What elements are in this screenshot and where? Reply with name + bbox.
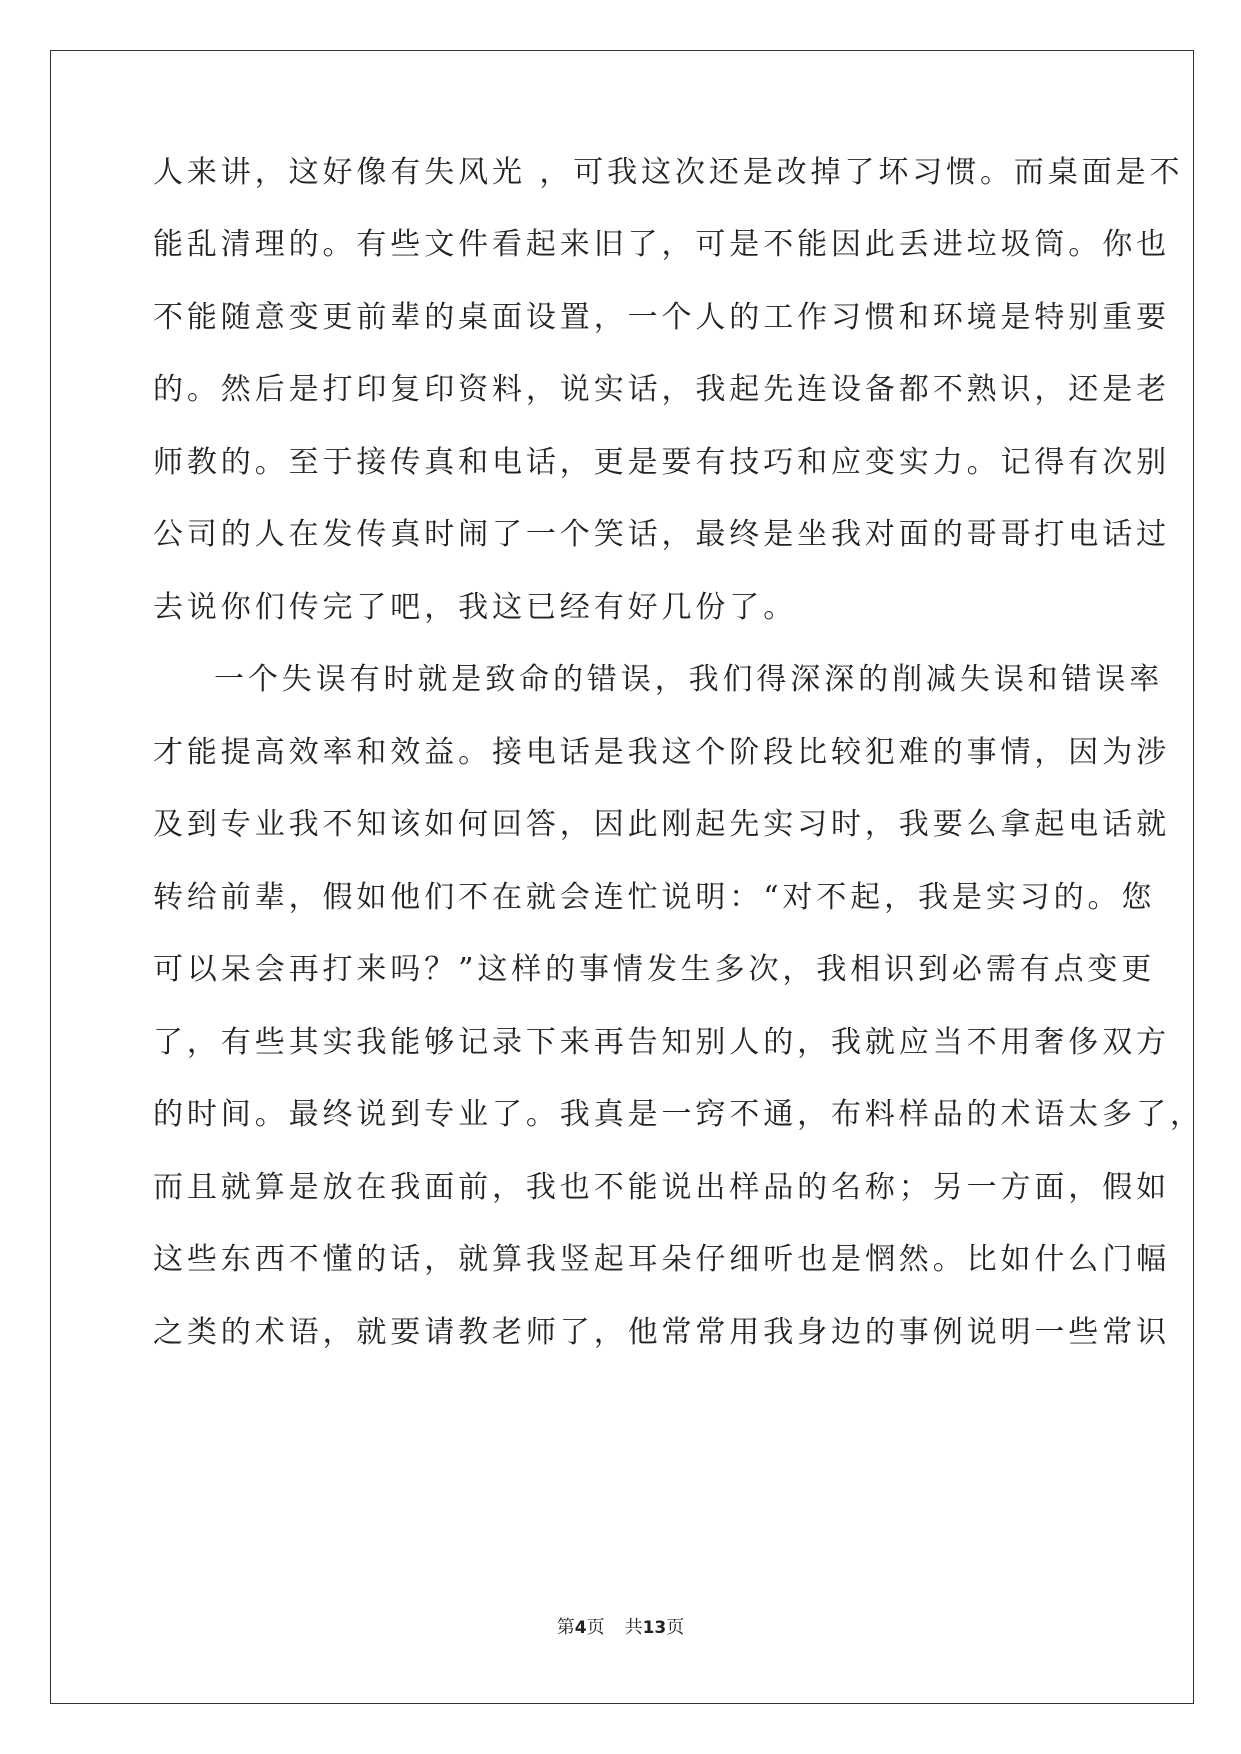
total-suffix: 页	[666, 1617, 685, 1638]
text-line: 可以呆会再打来吗？”这样的事情发生多次，我相识到必需有点变更	[153, 952, 1156, 987]
text-line: 及到专业我不知该如何回答，因此刚起先实习时，我要么拿起电话就	[153, 807, 1170, 842]
page-number: 4	[574, 1618, 587, 1638]
total-prefix: 共	[624, 1617, 643, 1638]
text-line: 之类的术语，就要请教老师了，他常常用我身边的事例说明一些常识	[153, 1315, 1170, 1350]
text-line: 能乱清理的。有些文件看起来旧了，可是不能因此丢进垃圾筒。你也	[153, 227, 1170, 262]
page-suffix: 页	[586, 1617, 605, 1638]
text-line: 才能提高效率和效益。接电话是我这个阶段比较犯难的事情，因为涉	[153, 735, 1170, 770]
text-line: 一个失误有时就是致命的错误，我们得深深的削减失误和错误率	[214, 662, 1164, 697]
text-line: 去说你们传完了吧，我这已经有好几份了。	[153, 590, 798, 625]
text-line: 师教的。至于接传真和电话，更是要有技巧和应变实力。记得有次别	[153, 445, 1170, 480]
text-line: 的时间。最终说到专业了。我真是一窍不通，布料样品的术语太多了，	[153, 1097, 1204, 1132]
page-prefix: 第	[556, 1617, 575, 1638]
text-line: 这些东西不懂的话，就算我竖起耳朵仔细听也是惘然。比如什么门幅	[153, 1242, 1170, 1277]
text-line: 转给前辈，假如他们不在就会连忙说明：“对不起，我是实习的。您	[153, 880, 1156, 915]
text-line: 公司的人在发传真时闹了一个笑话，最终是坐我对面的哥哥打电话过	[153, 517, 1170, 552]
text-line: 人来讲，这好像有失风光 ，可我这次还是改掉了坏习惯。而桌面是不	[153, 155, 1184, 190]
text-line: 不能随意变更前辈的桌面设置，一个人的工作习惯和环境是特别重要	[153, 300, 1170, 335]
text-line: 而且就算是放在我面前，我也不能说出样品的名称；另一方面，假如	[153, 1170, 1170, 1205]
text-line: 了，有些其实我能够记录下来再告知别人的，我就应当不用奢侈双方	[153, 1025, 1170, 1060]
page-footer	[0, 1616, 1241, 1640]
text-line: 的。然后是打印复印资料，说实话，我起先连设备都不熟识，还是老	[153, 372, 1170, 407]
total-pages: 13	[642, 1618, 667, 1638]
